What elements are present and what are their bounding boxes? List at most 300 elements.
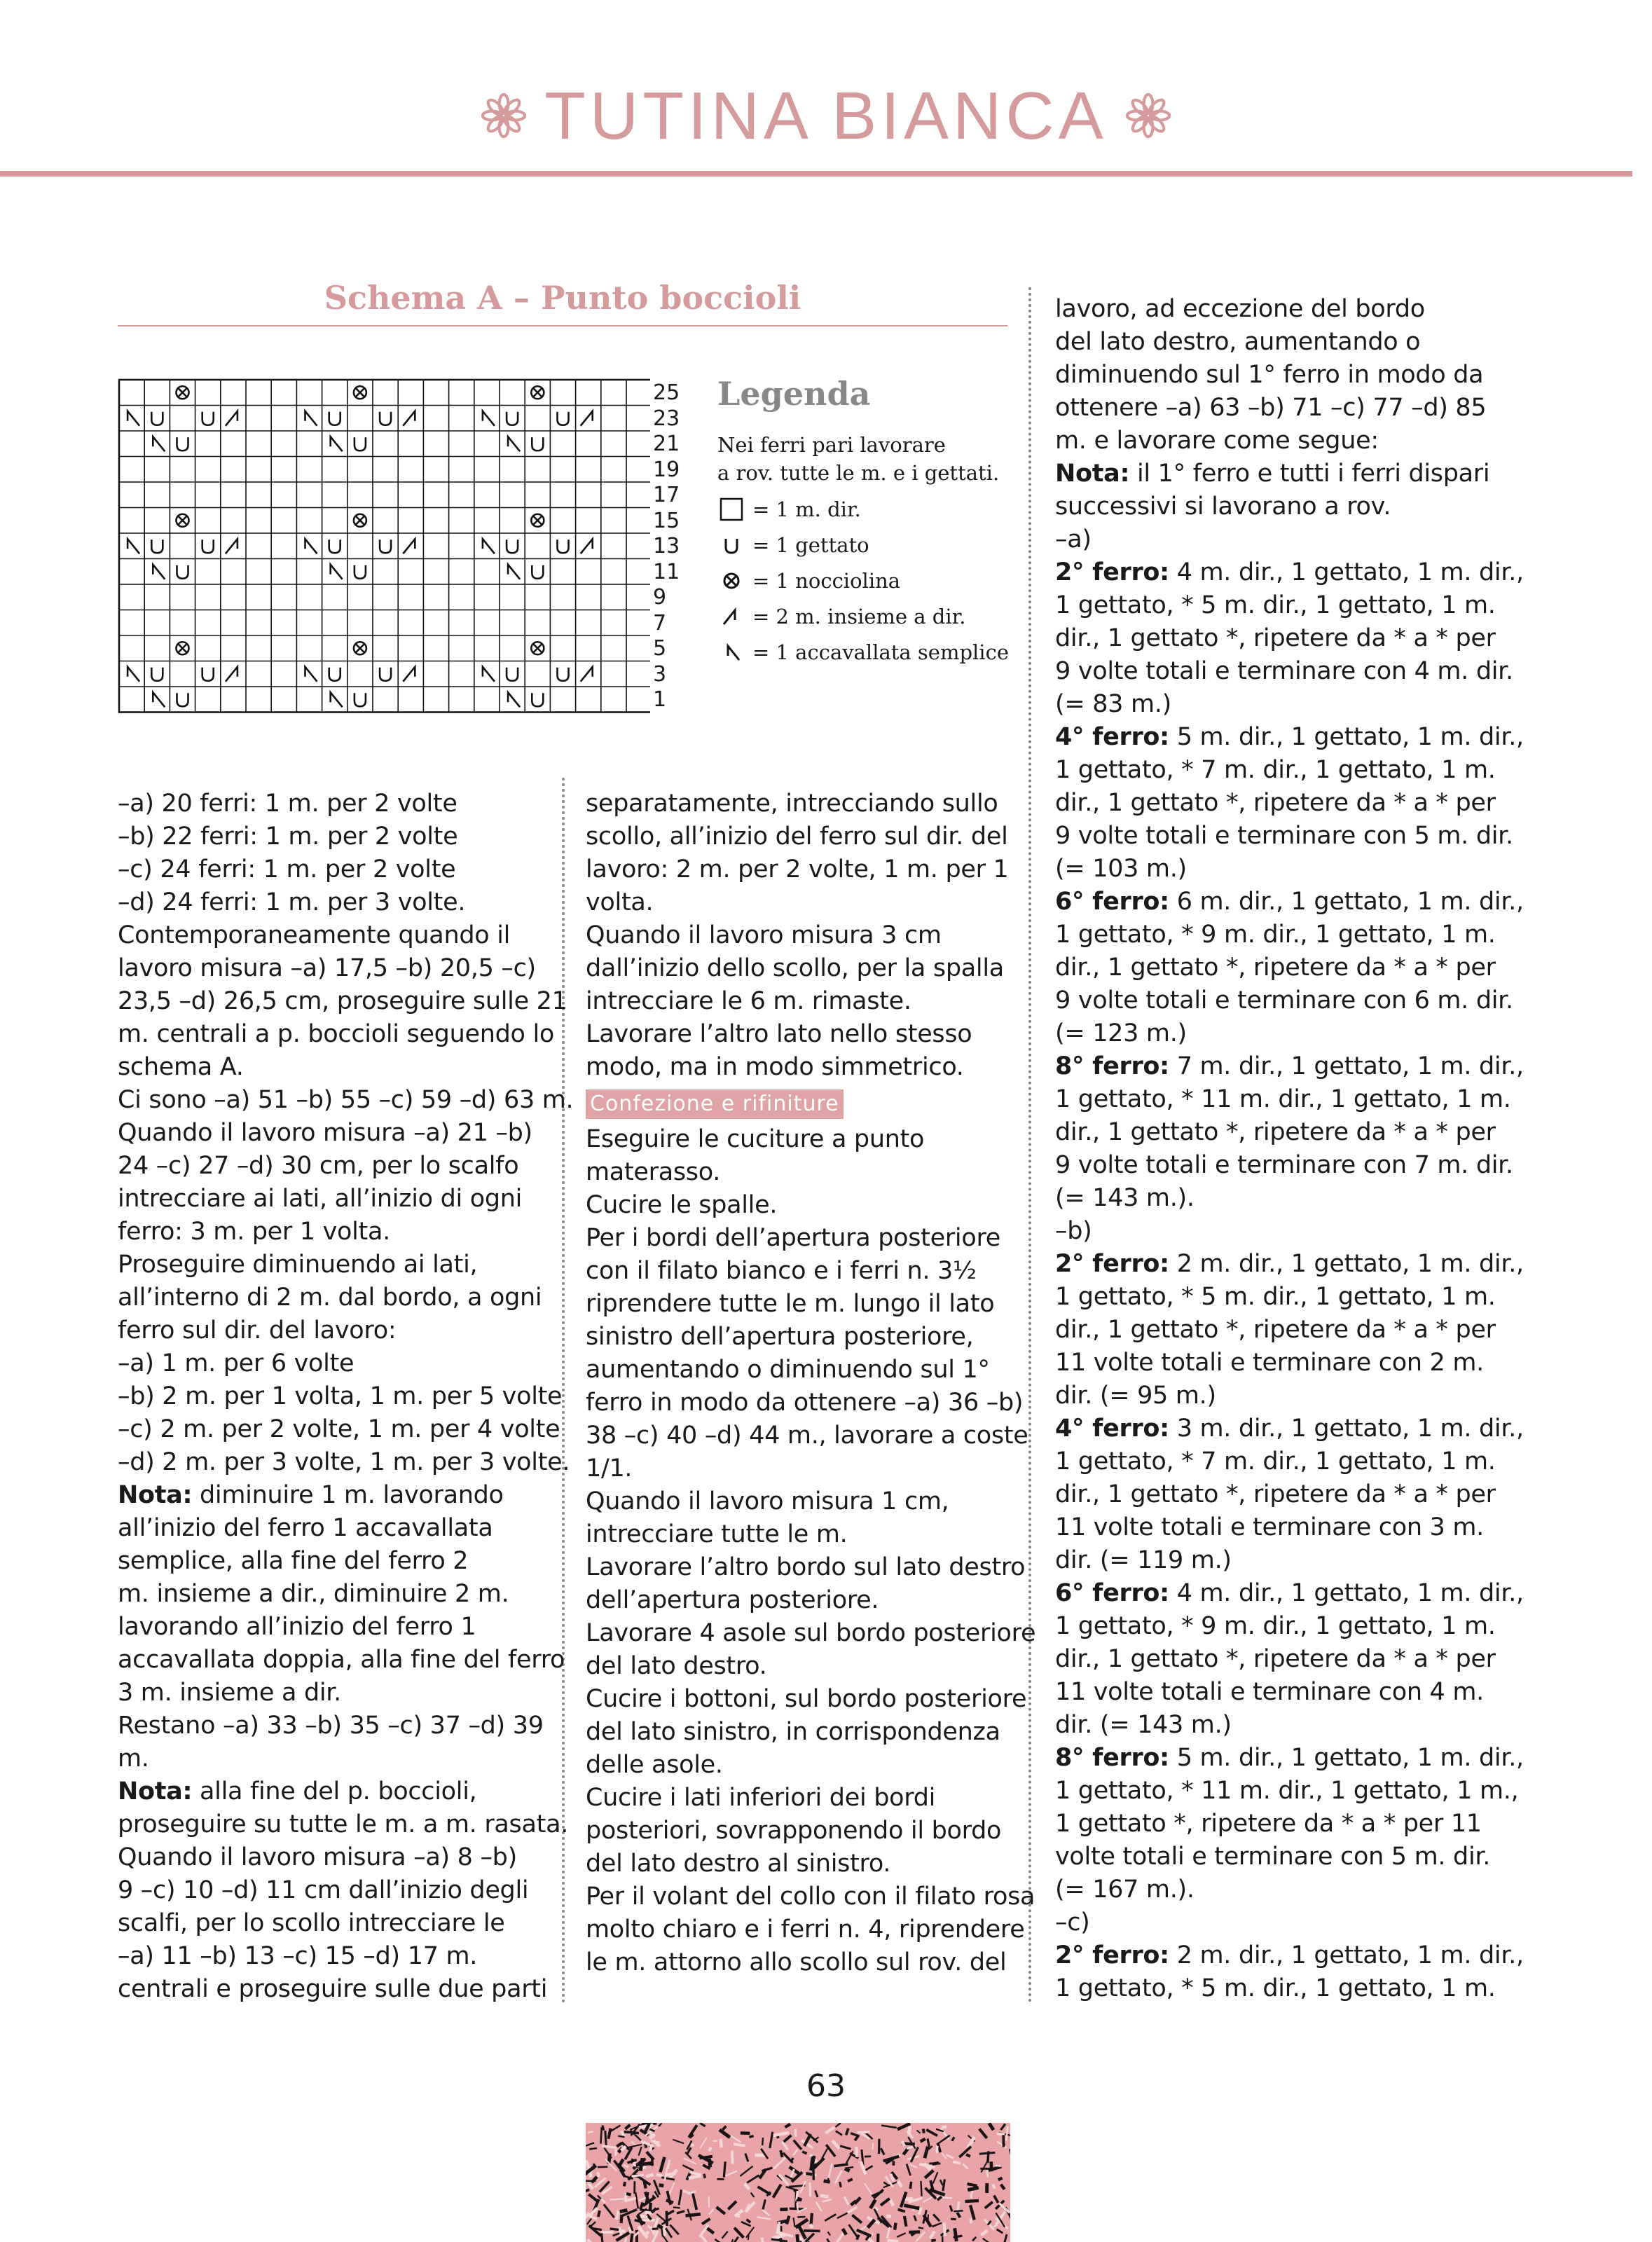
swatch-texture — [940, 2180, 943, 2185]
swatch-texture — [856, 2147, 857, 2157]
swatch-texture — [717, 2207, 725, 2214]
swatch-texture — [993, 2184, 994, 2188]
swatch-texture — [829, 2164, 832, 2178]
swatch-texture — [800, 2181, 806, 2193]
swatch-texture — [709, 2159, 710, 2167]
text-line: volta. — [586, 888, 654, 916]
text-line: separatamente, intrecciando sullo — [586, 790, 998, 818]
swatch-texture — [689, 2176, 701, 2178]
text-line: dell’apertura posteriore. — [586, 1586, 879, 1614]
swatch-texture — [923, 2129, 924, 2133]
text-line: (= 83 m.) — [1055, 690, 1171, 718]
chart-frame — [119, 380, 650, 713]
swatch-texture — [640, 2203, 643, 2210]
swatch-texture — [865, 2183, 873, 2196]
text-line: (= 143 m.). — [1055, 1184, 1195, 1212]
swatch-texture — [598, 2210, 600, 2217]
legend-label: = 1 m. dir. — [752, 497, 861, 521]
swatch-texture — [979, 2129, 987, 2138]
swatch-texture — [887, 2227, 889, 2238]
swatch-texture — [652, 2208, 656, 2213]
swatch-texture — [848, 2207, 858, 2213]
swatch-texture — [886, 2216, 891, 2217]
swatch-texture — [770, 2132, 773, 2148]
swatch-texture — [849, 2224, 858, 2237]
swatch-texture — [588, 2208, 597, 2216]
swatch-texture — [664, 2224, 665, 2235]
text-line: Lavorare l’altro lato nello stesso — [586, 1020, 972, 1048]
swatch-texture — [907, 2164, 911, 2176]
swatch-texture — [942, 2126, 946, 2127]
knitting-chart — [118, 378, 650, 715]
swatch-texture — [970, 2205, 975, 2220]
swatch-texture — [728, 2201, 736, 2210]
swatch-texture — [682, 2165, 694, 2171]
swatch-texture — [921, 2139, 925, 2142]
swatch-texture — [668, 2160, 670, 2169]
text-line: m. centrali a p. boccioli seguendo lo — [118, 1020, 554, 1048]
bold-label: 4° ferro: — [1055, 1415, 1169, 1443]
swatch-texture — [1004, 2234, 1007, 2242]
text-line: sinistro dell’apertura posteriore, — [586, 1323, 974, 1351]
swatch-texture — [998, 2178, 1003, 2180]
swatch-texture — [658, 2225, 663, 2228]
swatch-texture — [740, 2166, 752, 2176]
swatch-texture — [617, 2211, 618, 2220]
swatch-texture — [822, 2199, 832, 2201]
row-number: 3 — [653, 661, 667, 687]
swatch-texture — [631, 2175, 644, 2176]
row-number: 25 — [653, 380, 680, 405]
swatch-texture — [618, 2136, 624, 2138]
bold-label: 2° ferro: — [1055, 558, 1169, 586]
text-line: lavoro misura –a) 17,5 –b) 20,5 –c) — [118, 954, 536, 982]
swatch-texture — [860, 2227, 866, 2230]
text-line: Cucire i bottoni, sul bordo posteriore — [586, 1685, 1027, 1713]
swatch-texture — [799, 2237, 803, 2242]
swatch-texture — [720, 2130, 730, 2138]
swatch-texture — [620, 2210, 628, 2211]
swatch-texture — [673, 2207, 680, 2208]
swatch-texture — [827, 2238, 834, 2242]
bold-label: 8° ferro: — [1055, 1744, 1169, 1772]
swatch-texture — [624, 2132, 639, 2133]
swatch-texture — [983, 2238, 991, 2242]
swatch-texture — [793, 2150, 798, 2155]
bold-label: Nota: — [1055, 460, 1130, 488]
swatch-texture — [968, 2187, 979, 2189]
text-run: il 1° ferro e tutti i ferri dispari — [1129, 460, 1490, 488]
swatch-texture — [631, 2234, 632, 2242]
text-line: materasso. — [586, 1158, 721, 1186]
text-line: 11 volte totali e terminare con 2 m. — [1055, 1349, 1484, 1377]
swatch-texture — [722, 2231, 728, 2238]
text-line: scollo, all’inizio del ferro sul dir. del — [586, 823, 1008, 851]
text-line: dir., 1 gettato *, ripetere da * a * per — [1055, 954, 1496, 982]
text-line: –a) 11 –b) 13 –c) 15 –d) 17 m. — [118, 1942, 478, 1970]
swatch-texture — [824, 2181, 830, 2182]
bold-label: 6° ferro: — [1055, 1579, 1169, 1607]
swatch-texture — [918, 2227, 923, 2228]
swatch-texture — [693, 2194, 696, 2210]
swatch-texture — [645, 2180, 646, 2188]
text-line — [1055, 1939, 1524, 1972]
swatch-texture — [835, 2123, 840, 2127]
page-title — [0, 78, 1652, 153]
swatch-texture — [822, 2149, 827, 2159]
swatch-texture — [726, 2171, 737, 2176]
swatch-texture — [930, 2231, 935, 2238]
text-run: 5 m. dir., 1 gettato, 1 m. dir., — [1169, 1744, 1524, 1772]
swatch-texture — [1006, 2126, 1007, 2140]
text-column-left — [118, 788, 574, 2006]
text-column-middle — [586, 788, 1036, 1979]
swatch-texture — [904, 2216, 907, 2227]
text-run: 7 m. dir., 1 gettato, 1 m. dir., — [1169, 1052, 1524, 1080]
swatch-texture — [802, 2152, 806, 2154]
swatch-texture — [588, 2194, 598, 2201]
swatch-texture — [957, 2213, 960, 2217]
swatch-texture — [647, 2215, 652, 2220]
swatch-texture — [932, 2163, 939, 2164]
swatch-texture — [966, 2154, 970, 2157]
swatch-texture — [881, 2126, 897, 2128]
text-line — [1055, 1742, 1524, 1775]
swatch-texture — [968, 2184, 977, 2186]
text-line: 24 –c) 27 –d) 30 cm, per lo scalfo — [118, 1152, 519, 1180]
swatch-texture — [797, 2199, 801, 2200]
text-line: dir., 1 gettato *, ripetere da * a * per — [1055, 1316, 1496, 1344]
row-number: 15 — [653, 508, 680, 533]
text-line: lavorando all’inizio del ferro 1 — [118, 1613, 476, 1641]
text-line: Quando il lavoro misura –a) 21 –b) — [118, 1119, 532, 1147]
text-line: 1 gettato, * 5 m. dir., 1 gettato, 1 m. — [1055, 1283, 1496, 1311]
swatch-texture — [840, 2146, 851, 2149]
swatch-texture — [621, 2131, 624, 2137]
text-line: 1 gettato, * 5 m. dir., 1 gettato, 1 m. — [1055, 591, 1496, 619]
swatch-texture — [911, 2147, 918, 2162]
text-line: intrecciare ai lati, all’inizio di ogni — [118, 1185, 523, 1213]
legend-item — [717, 598, 1012, 634]
swatch-texture — [677, 2211, 684, 2213]
swatch-texture — [897, 2233, 906, 2237]
text-line: –b) 2 m. per 1 volta, 1 m. per 5 volte — [118, 1382, 563, 1410]
row-number: 7 — [653, 610, 667, 635]
swatch-texture — [845, 2168, 850, 2171]
text-line — [1055, 721, 1524, 754]
legend-label: = 1 gettato — [752, 532, 869, 557]
legend-note-line: Nei ferri pari lavorare — [717, 433, 946, 457]
swatch-texture — [999, 2203, 1010, 2213]
swatch-texture — [709, 2209, 713, 2214]
swatch-texture — [631, 2159, 633, 2164]
swatch-texture — [925, 2147, 928, 2158]
swatch-texture — [938, 2144, 940, 2152]
text-line: del lato sinistro, in corrispondenza — [586, 1718, 1000, 1746]
swatch-texture — [621, 2147, 626, 2151]
text-line: (= 103 m.) — [1055, 855, 1187, 883]
swatch-texture — [928, 2138, 929, 2147]
text-line: dir., 1 gettato *, ripetere da * a * per — [1055, 1118, 1496, 1146]
legend-title: Legenda — [717, 375, 871, 413]
swatch-texture — [881, 2148, 884, 2154]
text-line: centrali e proseguire sulle due parti — [118, 1975, 548, 2003]
text-line — [1055, 1577, 1524, 1610]
swatch-texture — [608, 2128, 610, 2139]
bold-label: 8° ferro: — [1055, 1052, 1169, 1080]
row-number: 13 — [653, 534, 680, 558]
swatch-texture — [825, 2214, 836, 2221]
text-run: alla fine del p. boccioli, — [192, 1777, 477, 1806]
text-line: dir. (= 119 m.) — [1055, 1546, 1232, 1574]
text-run: 2 m. dir., 1 gettato, 1 m. dir., — [1169, 1941, 1524, 1969]
swatch-texture — [747, 2220, 751, 2222]
text-line: intrecciare tutte le m. — [586, 1520, 848, 1548]
swatch-texture — [898, 2181, 902, 2187]
swatch-texture — [773, 2158, 785, 2169]
swatch-texture — [589, 2148, 597, 2149]
swatch-texture — [603, 2125, 604, 2130]
swatch-texture — [626, 2125, 631, 2129]
swatch-texture — [872, 2143, 873, 2150]
swatch-texture — [914, 2215, 916, 2221]
swatch-texture — [1001, 2185, 1005, 2189]
text-line: Proseguire diminuendo ai lati, — [118, 1251, 478, 1279]
swatch-texture — [944, 2222, 945, 2236]
swatch-texture — [773, 2133, 789, 2136]
text-line: con il filato bianco e i ferri n. 3½ — [586, 1257, 977, 1285]
swatch-texture — [772, 2235, 785, 2238]
text-run: 4 m. dir., 1 gettato, 1 m. dir., — [1169, 1579, 1524, 1607]
swatch-texture — [923, 2197, 932, 2202]
swatch-texture — [762, 2238, 764, 2242]
swatch-texture — [700, 2157, 713, 2159]
swatch-texture — [834, 2233, 844, 2242]
swatch-texture — [835, 2171, 841, 2182]
swatch-texture — [734, 2228, 743, 2238]
swatch-texture — [589, 2226, 601, 2236]
swatch-texture — [937, 2136, 950, 2145]
text-line — [1055, 1248, 1524, 1281]
text-block — [586, 788, 1009, 1084]
swatch-texture — [588, 2183, 593, 2189]
legend-label: = 2 m. insieme a dir. — [752, 604, 966, 628]
text-line: proseguire su tutte le m. a m. rasata. — [118, 1810, 569, 1838]
swatch-texture — [604, 2204, 614, 2217]
swatch-texture — [656, 2175, 663, 2176]
text-line: del lato destro al sinistro. — [586, 1850, 891, 1878]
swatch-texture — [827, 2178, 828, 2182]
text-line — [1055, 458, 1490, 490]
row-number: 21 — [653, 432, 680, 456]
bold-label: 4° ferro: — [1055, 723, 1169, 751]
text-block — [586, 1123, 1036, 1979]
text-line: 9 volte totali e terminare con 6 m. dir. — [1055, 986, 1513, 1015]
text-line: Lavorare 4 asole sul bordo posteriore — [586, 1619, 1036, 1647]
text-line: Quando il lavoro misura –a) 8 –b) — [118, 1843, 517, 1871]
legend-item — [717, 634, 1012, 670]
text-line: 9 –c) 10 –d) 11 cm dall’inizio degli — [118, 1876, 529, 1904]
swatch-texture — [631, 2142, 636, 2145]
swatch-texture — [704, 2174, 705, 2178]
section-heading: Confezione e rifiniture — [586, 1089, 844, 1119]
swatch-texture — [659, 2185, 664, 2186]
swatch-texture — [933, 2172, 938, 2183]
swatch-texture — [626, 2194, 631, 2195]
text-line: Quando il lavoro misura 3 cm — [586, 921, 942, 949]
swatch-texture — [987, 2170, 989, 2177]
swatch-texture — [846, 2167, 853, 2168]
text-line: Cucire le spalle. — [586, 1191, 778, 1219]
swatch-texture — [785, 2124, 790, 2128]
swatch-texture — [826, 2145, 835, 2157]
swatch-texture — [689, 2172, 701, 2175]
swatch-texture — [668, 2210, 674, 2214]
text-line — [1055, 886, 1524, 919]
text-line: –b) 22 ferri: 1 m. per 2 volte — [118, 823, 458, 851]
text-line: m. e lavorare come segue: — [1055, 427, 1379, 455]
text-line: Eseguire le cuciture a punto — [586, 1125, 925, 1153]
swatch-texture — [702, 2219, 710, 2224]
swatch-texture — [840, 2182, 841, 2187]
swatch-texture — [994, 2196, 998, 2203]
swatch-texture — [815, 2191, 818, 2197]
text-line: posteriori, sovrapponendo il bordo — [586, 1817, 1002, 1845]
swatch-texture — [601, 2199, 605, 2203]
text-line: riprendere tutte le m. lungo il lato — [586, 1290, 995, 1318]
swatch-texture — [651, 2146, 652, 2151]
text-line — [118, 1775, 538, 1808]
title-divider — [0, 171, 1632, 177]
swatch-texture — [758, 2187, 771, 2194]
k2tog-icon — [717, 603, 745, 631]
text-line: molto chiaro e i ferri n. 4, riprendere — [586, 1916, 1025, 1944]
swatch-texture — [748, 2234, 749, 2240]
swatch-texture — [721, 2139, 722, 2148]
text-line: –d) 24 ferri: 1 m. per 3 volte. — [118, 888, 466, 916]
bold-label: Nota: — [118, 1481, 193, 1509]
swatch-texture — [715, 2239, 722, 2242]
text-line: dir. (= 143 m.) — [1055, 1711, 1232, 1739]
swatch-texture — [954, 2210, 963, 2211]
swatch-texture — [603, 2146, 617, 2148]
text-line: lavoro: 2 m. per 2 volte, 1 m. per 1 — [586, 855, 1009, 883]
swatch-texture — [834, 2164, 848, 2166]
legend-note — [717, 431, 1012, 487]
swatch-texture — [751, 2193, 755, 2198]
legend — [717, 375, 1012, 670]
legend-label: = 1 accavallata semplice — [752, 640, 1009, 664]
swatch-texture — [784, 2136, 792, 2142]
swatch-texture — [925, 2171, 933, 2178]
swatch-texture — [666, 2228, 672, 2238]
swatch-texture — [636, 2163, 653, 2165]
swatch-texture — [946, 2154, 954, 2158]
text-line: intrecciare le 6 m. rimaste. — [586, 987, 911, 1015]
schema-divider — [118, 325, 1007, 326]
swatch-texture — [709, 2147, 711, 2151]
text-line: dir., 1 gettato *, ripetere da * a * per — [1055, 624, 1496, 652]
text-line — [1055, 1412, 1524, 1445]
text-line: 1 gettato, * 5 m. dir., 1 gettato, 1 m. — [1055, 1974, 1496, 2002]
swatch-texture — [745, 2184, 750, 2189]
swatch-texture — [848, 2179, 853, 2181]
swatch-texture — [763, 2199, 765, 2209]
text-line: –a) — [1055, 525, 1092, 553]
swatch-texture — [700, 2123, 705, 2126]
text-line: del lato destro, aumentando o — [1055, 328, 1421, 356]
text-line: 1/1. — [586, 1454, 633, 1483]
swatch-texture — [953, 2161, 961, 2163]
text-line: dall’inizio dello scollo, per la spalla — [586, 954, 1004, 982]
swatch-texture — [795, 2220, 808, 2228]
legend-item — [717, 563, 1012, 598]
swatch-texture — [586, 2189, 589, 2193]
swatch-texture — [670, 2224, 678, 2234]
text-line: 9 volte totali e terminare con 4 m. dir. — [1055, 657, 1513, 685]
swatch-texture — [645, 2231, 648, 2236]
text-line — [1055, 556, 1524, 589]
swatch-texture — [910, 2182, 911, 2189]
text-run: 4 m. dir., 1 gettato, 1 m. dir., — [1169, 558, 1524, 586]
swatch-texture — [728, 2239, 733, 2242]
row-number: 1 — [653, 687, 667, 712]
swatch-texture — [810, 2224, 812, 2228]
swatch-texture — [685, 2214, 700, 2215]
swatch-texture — [659, 2123, 661, 2126]
swatch-texture — [688, 2192, 696, 2194]
text-run: diminuire 1 m. lavorando — [192, 1481, 504, 1509]
bold-label: 2° ferro: — [1055, 1941, 1169, 1969]
swatch-texture — [650, 2203, 651, 2211]
swatch-texture — [963, 2164, 968, 2169]
swatch-texture — [722, 2126, 726, 2130]
swatch-texture — [747, 2175, 759, 2183]
text-line: le m. attorno allo scollo sul rov. del — [586, 1948, 1007, 1976]
text-line: 1 gettato, * 7 m. dir., 1 gettato, 1 m. — [1055, 756, 1496, 784]
text-line: del lato destro. — [586, 1652, 767, 1680]
swatch-texture — [639, 2198, 645, 2201]
swatch-texture — [890, 2199, 893, 2206]
text-line: –c) 24 ferri: 1 m. per 2 volte — [118, 855, 456, 883]
text-run: 2 m. dir., 1 gettato, 1 m. dir., — [1169, 1250, 1524, 1278]
swatch-texture — [749, 2136, 753, 2138]
text-line: 3 m. insieme a dir. — [118, 1679, 342, 1707]
swatch-texture — [660, 2157, 664, 2173]
swatch-texture — [592, 2177, 597, 2182]
swatch-texture — [997, 2229, 1003, 2233]
bold-label: 2° ferro: — [1055, 1250, 1169, 1278]
swatch-texture — [855, 2136, 858, 2140]
swatch-texture — [757, 2217, 771, 2219]
swatch-texture — [825, 2127, 834, 2133]
text-line: 1 gettato, * 11 m. dir., 1 gettato, 1 m. — [1055, 1085, 1511, 1113]
swatch-texture — [611, 2126, 621, 2131]
swatch-texture — [588, 2131, 593, 2132]
text-run: 3 m. dir., 1 gettato, 1 m. dir., — [1169, 1415, 1524, 1443]
text-line: volte totali e terminare con 5 m. dir. — [1055, 1843, 1491, 1871]
swatch-texture — [932, 2223, 942, 2227]
swatch-texture — [619, 2230, 625, 2231]
bold-label: 6° ferro: — [1055, 888, 1169, 916]
swatch-texture — [827, 2231, 830, 2235]
text-line — [1055, 1050, 1524, 1083]
text-line: –c) 2 m. per 2 volte, 1 m. per 4 volte — [118, 1415, 560, 1443]
swatch-texture — [910, 2165, 917, 2168]
swatch-texture — [797, 2234, 799, 2242]
swatch-texture — [985, 2202, 993, 2208]
text-line: 9 volte totali e terminare con 7 m. dir. — [1055, 1151, 1513, 1179]
